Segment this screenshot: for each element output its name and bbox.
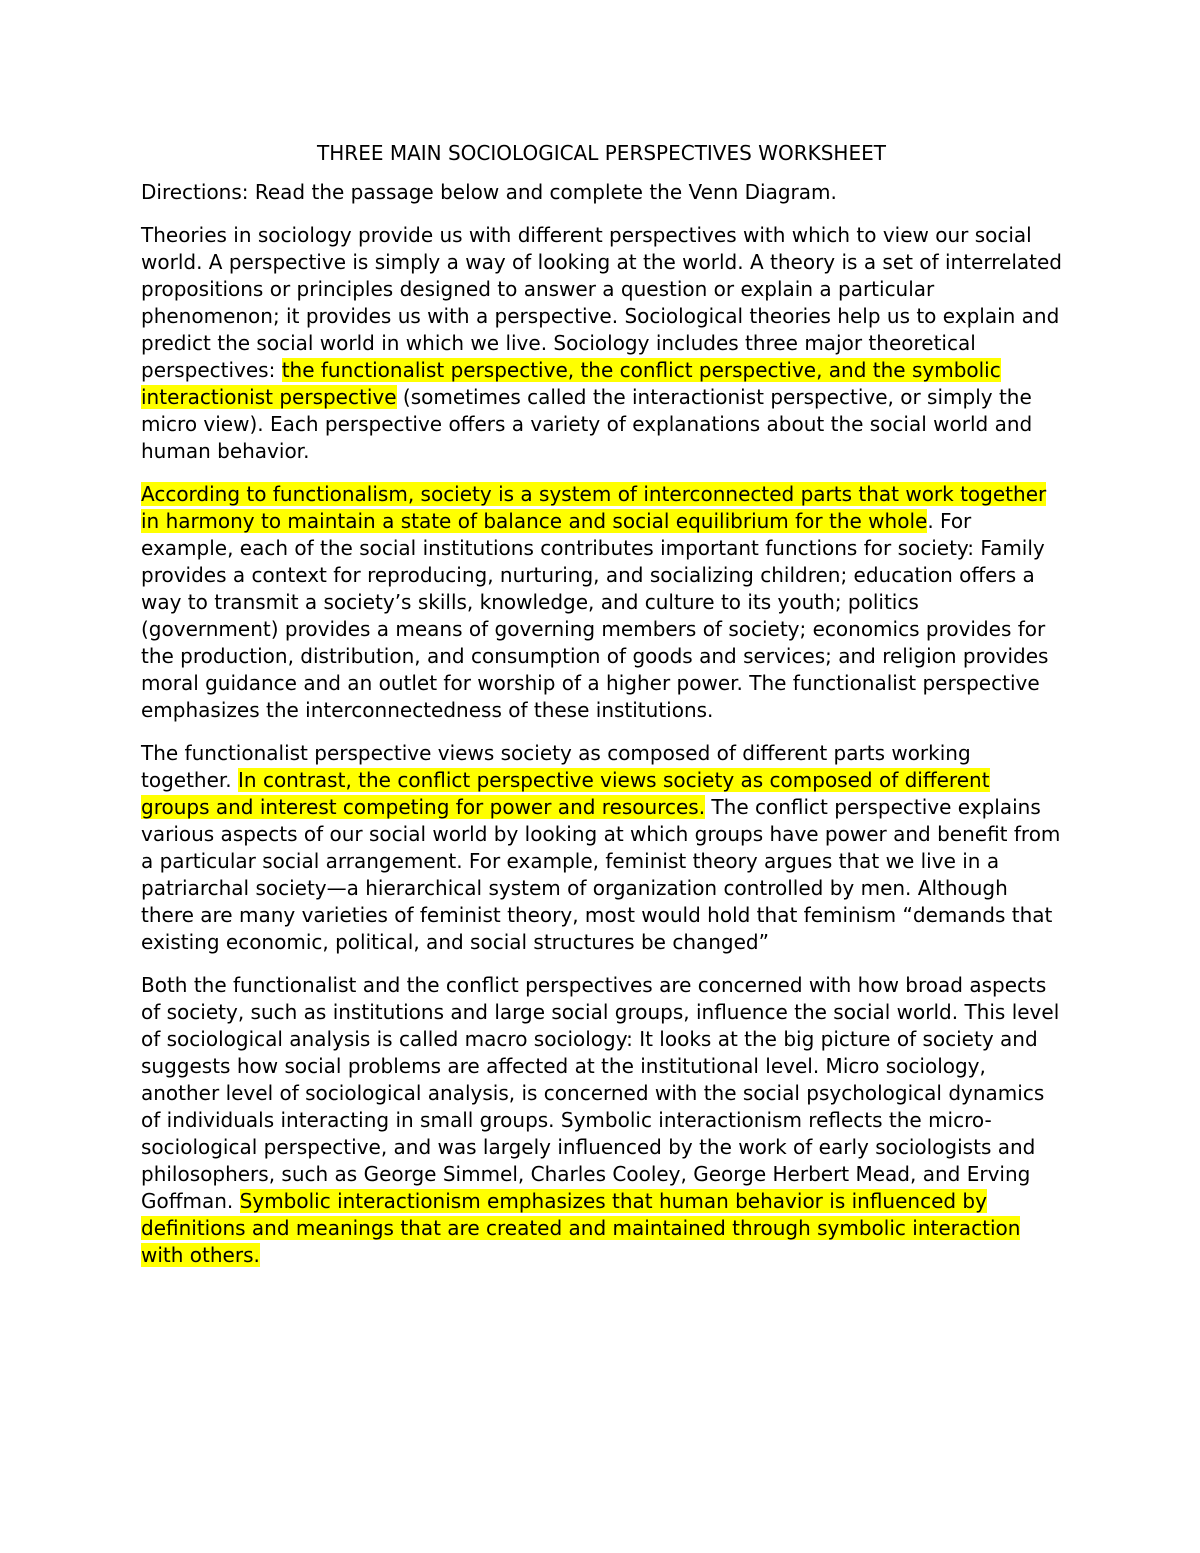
paragraph-1-highlight: the functionalist perspective, the conflict perspective, and the symbolic interactionist perspective (141, 358, 1001, 409)
paragraph-1 (141, 222, 1062, 465)
paragraph-3-text-end: The conflict perspective explains various aspects of our social world by looking at which groups have power and benefit from a particular social arrangement. For example, feminist theory argues that we live in a patriarchal society—a hierarchical system of organization controlled by men. Although there are many varieties of feminist theory, most would hold that feminism “demands that existing economic, political, and social structures be changed” (141, 795, 1061, 954)
paragraph-3-text: The functionalist perspective views society as composed of different parts working together. (141, 741, 971, 792)
paragraph-2 (141, 481, 1062, 724)
paragraph-3-highlight: In contrast, the conflict perspective views society as composed of different groups and interest competing for power and resources. (141, 768, 990, 819)
directions-text: Directions: Read the passage below and complete the Venn Diagram. (141, 180, 837, 204)
paragraph-1-text: Theories in sociology provide us with different perspectives with which to view our social world. A perspective is simply a way of looking at the world. A theory is a set of interrelated propositions or principles designed to answer a question or explain a particular phenomenon; it provides us with a perspective. Sociological theories help us to explain and predict the social world in which we live. Sociology includes three major theoretical perspectives: (141, 223, 1062, 382)
paragraph-2-highlight: According to functionalism, society is a system of interconnected parts that work together in harmony to maintain a state of balance and social equilibrium for the whole (141, 482, 1047, 533)
paragraph-2-text-end: . For example, each of the social institutions contributes important functions for society: Family provides a context for reproducing, nurturing, and socializing children; education offers a way to transmit a society’s skills, knowledge, and culture to its youth; politics (government) provides a means of governing members of society; economics provides for the production, distribution, and consumption of goods and services; and religion provides moral guidance and an outlet for worship of a higher power. The functionalist perspective emphasizes the interconnectedness of these institutions. (141, 509, 1049, 722)
paragraph-4 (141, 972, 1062, 1269)
paragraph-4-highlight: Symbolic interactionism emphasizes that human behavior is influenced by definitions and meanings that are created and maintained through symbolic interaction with others. (141, 1189, 1021, 1267)
paragraph-4-text: Both the functionalist and the conflict perspectives are concerned with how broad aspects of society, such as institutions and large social groups, influence the social world. This level of sociological analysis is called macro sociology: It looks at the big picture of society and suggests how social problems are affected at the institutional level. Micro sociology, another level of sociological analysis, is concerned with the social psychological dynamics of individuals interacting in small groups. Symbolic interactionism reflects the micro-sociological perspective, and was largely influenced by the work of early sociologists and philosophers, such as George Simmel, Charles Cooley, George Herbert Mead, and Erving Goffman. (141, 973, 1060, 1213)
document-title: THREE MAIN SOCIOLOGICAL PERSPECTIVES WORKSHEET (317, 141, 886, 165)
paragraph-3 (141, 740, 1062, 956)
paragraph-1-text-end: (sometimes called the interactionist perspective, or simply the micro view). Each perspective offers a variety of explanations about the social world and human behavior. (141, 385, 1033, 463)
